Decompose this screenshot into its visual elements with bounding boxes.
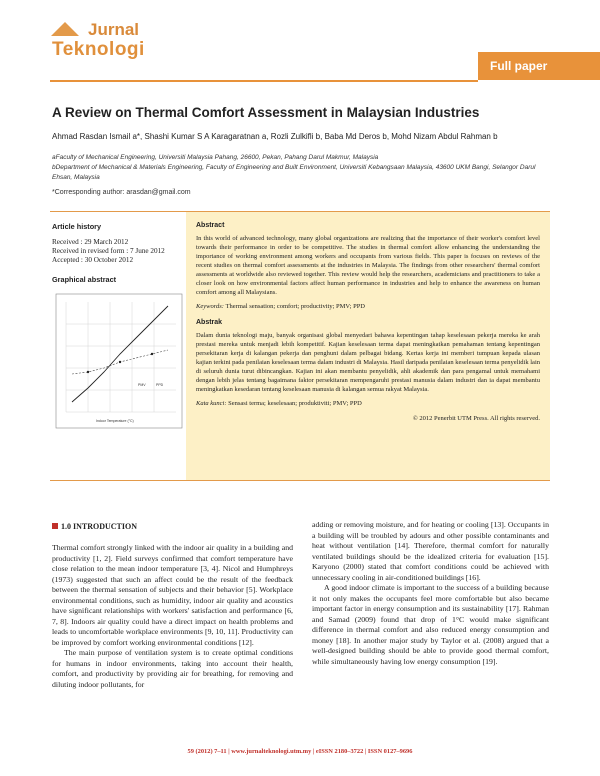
- paper-authors: Ahmad Rasdan Ismail a*, Shashi Kumar S A Karagaratnan a, Rozli Zulkifli b, Baba Md Deros b, Mohd Nizam Abdul Rahman b: [52, 132, 498, 141]
- intro-heading: 1.0 INTRODUCTION: [52, 522, 137, 531]
- article-history: [52, 222, 184, 284]
- header-divider: [50, 80, 478, 82]
- article-history-heading: Article history: [52, 222, 102, 231]
- affiliations: [52, 153, 552, 183]
- intro-paragraph-3: adding or removing moisture, and for heating or cooling [13]. Occupants in a building will be troubled by adours and other possible contaminants and heat without ventilation [14]. Therefore, thermal comfort for naturally ventilated buildings should be the idealized criteria for evaluation [15]. Karyono (2000) stated that comfort conditions could be achieved with unnecessary cooling in air-conditioned buildings [16].: [312, 520, 549, 582]
- affiliation-b: bDepartment of Mechanical & Materials Engineering, Faculty of Engineering and Built Environment, Universiti Kebangsaan Malaysia, 43600 UKM Bangi, Selangor Darul Ehsan, Malaysia: [52, 164, 536, 181]
- abstract-text: In this world of advanced technology, many global organizations are realizing that the importance of their worker's comfort level towards their performance in order to be competitive. The studies in thermal comfort allow enhancing the understanding the importance of working environment among workers and occupants from various fields. This paper is focuses on reviews of the recent studies on thermal comfort assessments at the industries in Malaysia. The findings from other researchers' thermal comfort assessments at worldwide also reviewed together. This review would help the researchers, academicians and practitioners to take a closer look on how environmental factors affect human performance in industries and help to enhance the awareness on human comfort among all Malaysians.: [196, 235, 540, 296]
- intro-paragraph-4: A good indoor climate is important to the success of a building because it not only makes the occupants feel more comfortable but also became important factor in energy consumption and its sustainability [17]. Rahman and Samad (2009) found that drop of 1°C would make significant difference in thermal comfort and also reduced energy consumption and money [18]. In another major study by Taylor et al. (2008) argued that a well-designed building should be able to provide good thermal comfort, while simultaneously having low energy consumption [19].: [312, 583, 549, 666]
- page-footer: 59 (2012) 7–11 | www.jurnalteknologi.utm.my | eISSN 2180–3722 | ISSN 0127–9696: [187, 748, 413, 755]
- kata-kunci: Kata kunci: Sensasi terma; keselesaan; produktiviti; PMV; PPD: [196, 400, 362, 407]
- keywords-list: Thermal sensation; comfort; productivity; PMV; PPD: [225, 303, 365, 310]
- full-paper-badge: Full paper: [478, 52, 600, 80]
- received-date: Received : 29 March 2012: [52, 238, 129, 246]
- abstrak-heading: Abstrak: [196, 319, 223, 326]
- intro-paragraph-1: Thermal comfort strongly linked with the indoor air quality in a building and productivity [1, 2]. Field surveys confirmed that comfort temperature have close relation to the mean indoor temperature [3, 4]. Nicol and Humphreys (1973) suggested that such an affect could be the result of the feedback between the thermal sensation of subjects and their behavior [5]. Workplace environmental conditions, such as humidity, indoor air quality and acoustics have significant relationships with workers' satisfaction and performance [6, 7, 8]. Indoors air quality could have a direct impact on health problems and leads to uncomfortable workplace environments [9, 10, 11]. Productivity can be improved by comfort working environmental conditions [12].: [52, 543, 293, 647]
- abstract-divider: [50, 480, 550, 481]
- legend-pmv: PMV: [138, 383, 146, 387]
- logo-triangle-icon: [51, 22, 79, 36]
- paper-title: A Review on Thermal Comfort Assessment in Malaysian Industries: [52, 105, 480, 120]
- body-column-right: [312, 520, 549, 667]
- intro-paragraph-2: The main purpose of ventilation system is to create optimal conditions for humans in indoor environments, taking into account their health, comfort, and productivity by providing air for breathing, for removing and diluting indoor pollutants, for: [52, 648, 293, 689]
- section-square-icon: [52, 523, 58, 529]
- corresponding-author: *Corresponding author: arasdan@gmail.com: [52, 189, 191, 196]
- journal-logo: [50, 20, 160, 70]
- revised-date: Received in revised form : 7 June 2012: [52, 247, 165, 255]
- abstract-heading: Abstract: [196, 222, 225, 229]
- logo-line2: Teknologi: [52, 39, 145, 60]
- logo-line1: Jurnal: [88, 20, 140, 39]
- abstract-box: [186, 212, 550, 480]
- legend-ppd: PPD: [156, 383, 164, 387]
- affiliation-a: aFaculty of Mechanical Engineering, Universiti Malaysia Pahang, 26600, Pekan, Pahang Darul Makmur, Malaysia: [52, 154, 379, 161]
- graph-xlabel: Indoor Temperature (°C): [96, 419, 134, 423]
- accepted-date: Accepted : 30 October 2012: [52, 256, 134, 264]
- copyright: © 2012 Penerbit UTM Press. All rights reserved.: [412, 415, 540, 422]
- graphical-abstract-chart: [52, 292, 186, 432]
- abstrak-text: Dalam dunia teknologi maju, banyak organisasi global menyedari bahawa kepentingan tahap keselesaan pekerja mereka ke arah prestasi mereka untuk menjadi lebih kompetitif. Kajian keselesaan terma dapat meningkatkan pemahaman tentang kepentingan persekitaran kerja di kalangan pekerja dan penghuni dalam pelbagai bidang. Kertas kerja ini memberi tumpuan kepada ulasan kajian terkini pada penilaian keselesaan terma dalam industri di Malaysia. Hasil daripada penilaian keselesaan terma penyelidik lain di seluruh dunia turut dibincangkan. Kajian ini akan membantu penyelidik, ahli akademik dan para pengamal untuk memahami dengan lebih jelas tentang bagaimana faktor persekitaran mempengaruhi prestasi manusia dalam industri dan ia dapat membantu meningkatkan kesedaran tentang keselesaan manusia di kalangan semua rakyat Malaysia.: [196, 332, 540, 393]
- graphical-abstract-heading: Graphical abstract: [52, 275, 117, 284]
- keywords: Keywords: Thermal sensation; comfort; productivity; PMV; PPD: [196, 303, 365, 310]
- body-column-left: [52, 543, 293, 690]
- kata-kunci-list: Sensasi terma; keselesaan; produktiviti; PMV; PPD: [228, 400, 362, 407]
